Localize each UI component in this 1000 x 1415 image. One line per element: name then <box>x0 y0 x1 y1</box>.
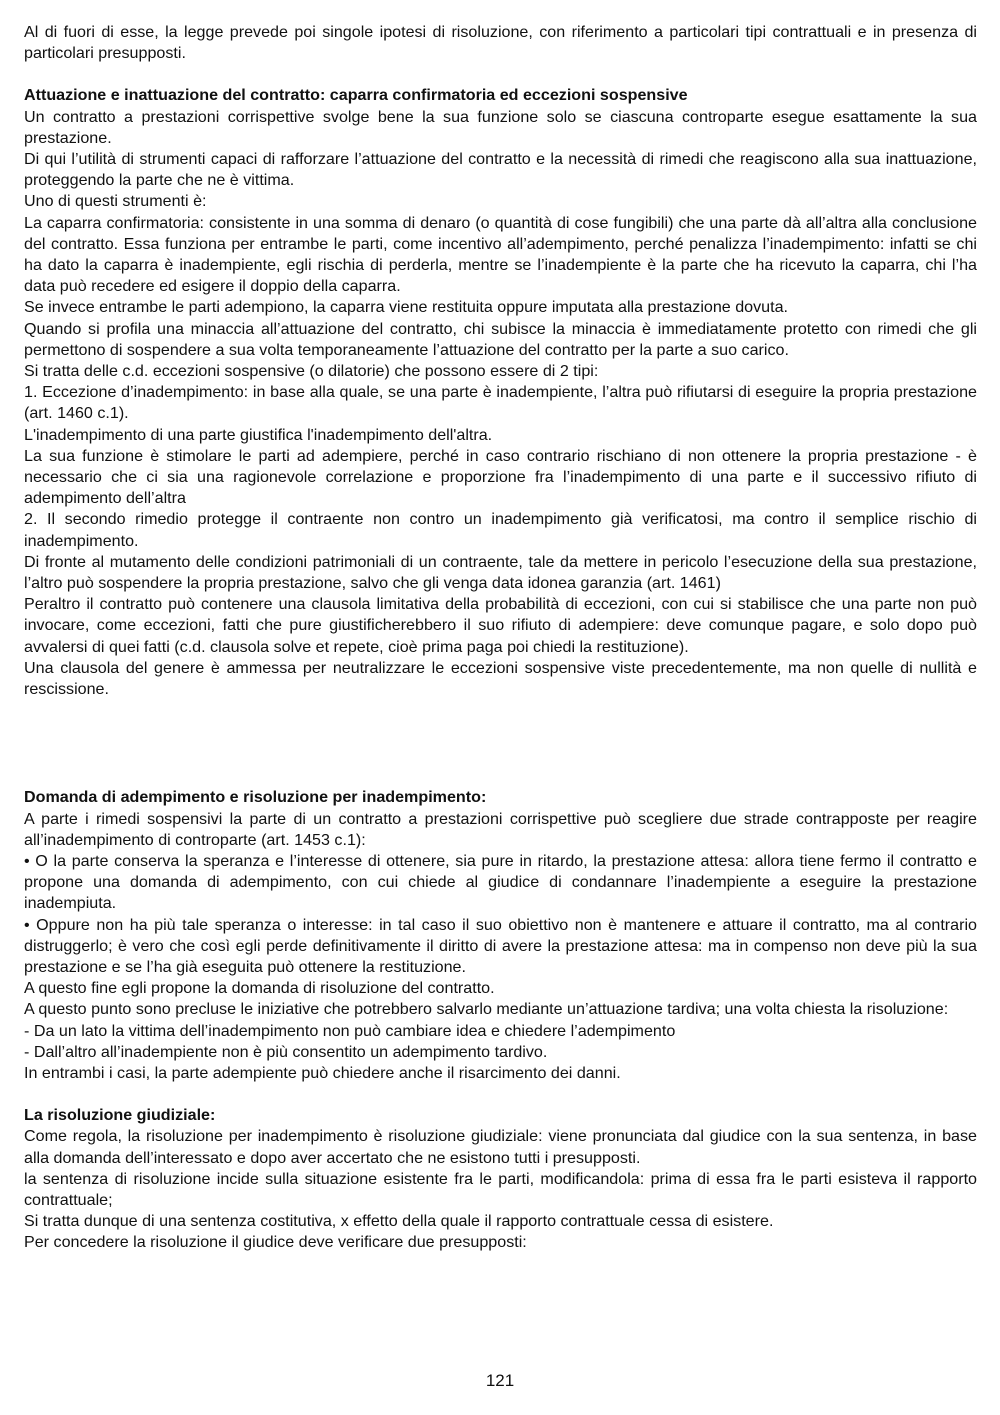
spacer <box>24 700 977 787</box>
paragraph: Come regola, la risoluzione per inadempimento è risoluzione giudiziale: viene pronunciata dal giudice con la sua sentenza, in base alla domanda dell’interessato e dopo aver accertato che ne esistono tutti i presupposti. <box>24 1127 977 1167</box>
document-page <box>24 22 977 1254</box>
paragraph: Se invece entrambe le parti adempiono, la caparra viene restituita oppure imputata alla prestazione dovuta. <box>24 298 789 317</box>
paragraph: La sua funzione è stimolare le parti ad adempiere, perché in caso contrario rischiano di non ottenere la propria prestazione - è necessario che ci sia una ragionevole correlazione e proporzione fra l’inadempimento di una parte e il successivo rifiuto di adempimento dell’altra <box>24 446 977 508</box>
paragraph: Peraltro il contratto può contenere una clausola limitativa della probabilità di eccezioni, con cui si stabilisce che una parte non può invocare, come eccezioni, fatti che pure giustificherebbero il suo rifiuto di adempiere: deve comunque pagare, e solo dopo può avvalersi di quei fatti (c.d. clausola solve et repete, cioè prima paga poi chiedi la restituzione). <box>24 595 977 656</box>
paragraph: Un contratto a prestazioni corrispettive svolge bene la sua funzione solo se ciascuna controparte esegue esattamente la sua prestazione. <box>24 107 977 147</box>
section-heading: La risoluzione giudiziale: <box>24 1106 216 1125</box>
paragraph: La caparra confirmatoria: consistente in una somma di denaro (o quantità di cose fungibili) che una parte dà all’altra alla conclusione del contratto. Essa funziona per entrambe le parti, come incentivo all’adempimento, perché penalizza l’inadempimento: infatti se chi ha dato la caparra è inadempiente, egli rischia di perderla, mentre se l’inadempiente è la parte che ha ricevuto la caparra, chi l’ha data può recedere ed esigere il doppio della caparra. <box>24 213 977 296</box>
paragraph: Si tratta delle c.d. eccezioni sospensive (o dilatorie) che possono essere di 2 tipi: <box>24 362 599 381</box>
paragraph: Una clausola del genere è ammessa per neutralizzare le eccezioni sospensive viste precedentemente, ma non quelle di nullità e rescissione. <box>24 658 977 699</box>
paragraph: 1. Eccezione d’inadempimento: in base alla quale, se una parte è inadempiente, l’altra può rifiutarsi di eseguire la propria prestazione (art. 1460 c.1). <box>24 383 977 423</box>
paragraph: A questo fine egli propone la domanda di risoluzione del contratto. <box>24 979 495 998</box>
paragraph: Quando si profila una minaccia all’attuazione del contratto, chi subisce la minaccia è immediatamente protetto con rimedi che gli permettono di sospendere a sua volta temporaneamente l’attuazione del contratto per la parte a suo carico. <box>24 319 977 359</box>
section-heading: Domanda di adempimento e risoluzione per inadempimento: <box>24 788 487 807</box>
paragraph: Per concedere la risoluzione il giudice deve verificare due presupposti: <box>24 1233 527 1252</box>
paragraph: In entrambi i casi, la parte adempiente può chiedere anche il risarcimento dei danni. <box>24 1063 621 1082</box>
paragraph: L'inadempimento di una parte giustifica l'inadempimento dell'altra. <box>24 425 493 444</box>
paragraph: la sentenza di risoluzione incide sulla situazione esistente fra le parti, modificandola: prima di essa fra le parti esisteva il rapporto contrattuale; <box>24 1169 977 1209</box>
paragraph: A questo punto sono precluse le iniziative che potrebbero salvarlo mediante un’attuazione tardiva; una volta chiesta la risoluzione: <box>24 1000 949 1019</box>
paragraph: Di fronte al mutamento delle condizioni patrimoniali di un contraente, tale da mettere in pericolo l’esecuzione della sua prestazione, l’altro può sospendere la propria prestazione, salvo che gli venga data idonea garanzia (art. 1461) <box>24 552 977 593</box>
spacer <box>24 1084 977 1105</box>
paragraph: A parte i rimedi sospensivi la parte di un contratto a prestazioni corrispettive può scegliere due strade contrapposte per reagire all’inadempimento di controparte (art. 1453 c.1): <box>24 809 977 849</box>
bullet-paragraph: • O la parte conserva la speranza e l’interesse di ottenere, sia pure in ritardo, la prestazione attesa: allora tiene fermo il contratto e propone una domanda di adempimento, con cui chiede al giudice di condannare l’inadempiente a eseguire la prestazione inadempiuta. <box>24 851 977 913</box>
paragraph: Di qui l’utilità di strumenti capaci di rafforzare l’attuazione del contratto e la necessità di rimedi che reagiscono alla sua inattuazione, proteggendo la parte che ne è vittima. <box>24 150 977 190</box>
bullet-paragraph: • Oppure non ha più tale speranza o interesse: in tal caso il suo obiettivo non è mantenere e attuare il contratto, ma al contrario distruggerlo; è vero che così egli perde definitivamente il diritto di avere la prestazione attesa: ma in compenso non deve più la sua prestazione e se l’ha già eseguita può ottenere la restituzione. <box>24 915 977 976</box>
section-heading: Attuazione e inattuazione del contratto: caparra confirmatoria ed eccezioni sospensive <box>24 86 688 105</box>
intro-paragraph: Al di fuori di esse, la legge prevede poi singole ipotesi di risoluzione, con riferimento a particolari tipi contrattuali e in presenza di particolari presupposti. <box>24 23 977 63</box>
spacer <box>24 64 977 85</box>
paragraph: 2. Il secondo rimedio protegge il contraente non contro un inadempimento già verificatosi, ma contro il semplice rischio di inadempimento. <box>24 510 977 550</box>
paragraph: Si tratta dunque di una sentenza costitutiva, x effetto della quale il rapporto contrattuale cessa di esistere. <box>24 1212 774 1231</box>
dash-item: - Da un lato la vittima dell’inadempimento non può cambiare idea e chiedere l’adempimento <box>24 1021 676 1040</box>
page-number: 121 <box>485 1371 515 1390</box>
paragraph: Uno di questi strumenti è: <box>24 192 207 211</box>
dash-item: - Dall’altro all’inadempiente non è più consentito un adempimento tardivo. <box>24 1042 548 1061</box>
